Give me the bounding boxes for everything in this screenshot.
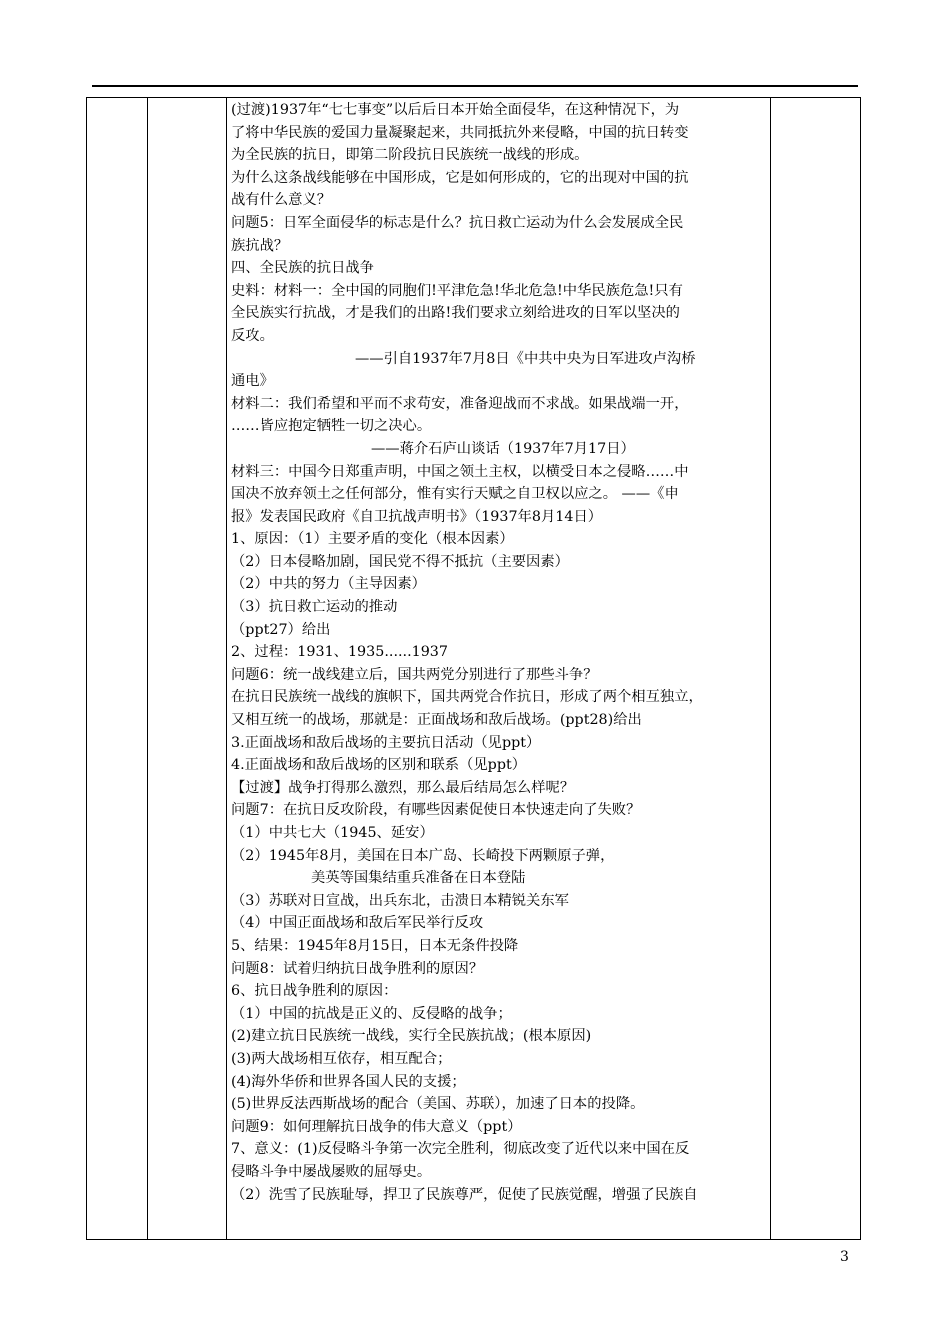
page-number: 3 — [840, 1249, 849, 1265]
lesson-table — [86, 97, 861, 1240]
text-line: (3)两大战场相互依存，相互配合； — [231, 1050, 452, 1067]
text-line: (过渡)1937年“七七事变”以后后日本开始全面侵华，在这种情况下，为 — [231, 102, 680, 118]
text-line: 在抗日民族统一战线的旗帜下，国共两党合作抗日，形成了两个相互独立， — [231, 689, 703, 706]
text-line: （3）抗日救亡运动的推动 — [231, 599, 398, 616]
text-line: （1）中国的抗战是正义的、反侵略的战争； — [231, 1005, 512, 1022]
text-line: 问题5：日军全面侵华的标志是什么？抗日救亡运动为什么会发展成全民 — [231, 214, 684, 231]
text-line: 材料三：中国今日郑重声明，中国之领土主权，以横受日本之侵略……中 — [231, 463, 689, 480]
text-line: 材料二：我们希望和平而不求苟安，准备迎战而不求战。如果战端一开， — [231, 395, 689, 412]
text-line: 3.正面战场和敌后战场的主要抗日活动（见ppt） — [231, 734, 541, 751]
text-line: 5、结果：1945年8月15日，日本无条件投降 — [231, 937, 519, 954]
text-line: 侵略斗争中屡战屡败的屈辱史。 — [231, 1163, 432, 1180]
text-line: 美英等国集结重兵准备在日本登陆 — [311, 870, 526, 887]
text-line: 全民族实行抗战，才是我们的出路!我们要求立刻给进攻的日军以坚决的 — [231, 305, 680, 322]
text-line: （4）中国正面战场和敌后军民举行反攻 — [231, 915, 484, 932]
text-line: 1、原因：（1）主要矛盾的变化（根本因素） — [231, 531, 514, 548]
text-line: （2）洗雪了民族耻辱，捍卫了民族尊严，促使了民族觉醒，增强了民族自 — [231, 1186, 698, 1203]
text-line: (4)海外华侨和世界各国人民的支援； — [231, 1073, 466, 1090]
text-line: （1）中共七大（1945、延安） — [231, 825, 434, 841]
text-line: 报》发表国民政府《自卫抗战声明书》（1937年8月14日） — [231, 508, 603, 525]
text-line: 【过渡】战争打得那么激烈，那么最后结局怎么样呢？ — [231, 779, 575, 796]
column-divider-2 — [226, 98, 227, 1239]
text-line: 为全民族的抗日，即第二阶段抗日民族统一战线的形成。 — [231, 147, 589, 164]
text-line: 问题6：统一战线建立后，国共两党分别进行了那些斗争？ — [231, 666, 598, 683]
text-line: 4.正面战场和敌后战场的区别和联系（见ppt） — [231, 757, 527, 774]
text-line: 国决不放弃领土之任何部分，惟有实行天赋之自卫权以应之。 ——《申 — [231, 486, 679, 503]
citation-line: ——引自1937年7月8日《中共中央为日军进攻卢沟桥 — [355, 350, 696, 367]
text-line: 2、过程：1931、1935......1937 — [231, 644, 449, 661]
text-line: (5)世界反法西斯战场的配合（美国、苏联），加速了日本的投降。 — [231, 1096, 645, 1113]
text-line: （2）1945年8月，美国在日本广岛、长崎投下两颗原子弹， — [231, 847, 615, 864]
text-line: （ppt27）给出 — [231, 621, 331, 638]
text-line: (2)建立抗日民族统一战线，实行全民族抗战；(根本原因) — [231, 1028, 592, 1045]
text-line: 7、意义：(1)反侵略斗争第一次完全胜利，彻底改变了近代以来中国在反 — [231, 1141, 690, 1158]
column-divider-1 — [147, 98, 148, 1239]
text-line: 问题8：试着归纳抗日战争胜利的原因？ — [231, 960, 484, 977]
text-line: 战有什么意义？ — [231, 192, 332, 209]
text-line: 族抗战？ — [231, 237, 289, 254]
text-line: 为什么这条战线能够在中国形成，它是如何形成的，它的出现对中国的抗 — [231, 169, 689, 186]
teaching-content-cell — [231, 99, 767, 1239]
text-line: 又相互统一的战场，那就是：正面战场和敌后战场。(ppt28)给出 — [231, 712, 642, 729]
citation-line: ——蒋介石庐山谈话（1937年7月17日） — [371, 440, 635, 457]
text-line: （2）中共的努力（主导因素） — [231, 576, 426, 593]
text-line: （2）日本侵略加剧，国民党不得不抵抗（主要因素） — [231, 553, 569, 570]
text-line: 问题9：如何理解抗日战争的伟大意义（ppt） — [231, 1118, 522, 1135]
section-heading: 四、全民族的抗日战争 — [231, 260, 374, 277]
text-line: （3）苏联对日宣战，出兵东北，击溃日本精锐关东军 — [231, 892, 569, 909]
text-line: 反攻。 — [231, 327, 274, 344]
column-divider-3 — [770, 98, 771, 1239]
text-line: 了将中华民族的爱国力量凝聚起来，共同抵抗外来侵略，中国的抗日转变 — [231, 124, 689, 141]
text-line: 通电》 — [231, 373, 274, 390]
header-rule — [92, 85, 858, 87]
text-line: ……皆应抱定牺牲一切之决心。 — [231, 418, 432, 435]
text-line: 问题7：在抗日反攻阶段，有哪些因素促使日本快速走向了失败？ — [231, 802, 641, 819]
text-line: 6、抗日战争胜利的原因： — [231, 983, 398, 1000]
text-line: 史料：材料一：全中国的同胞们!平津危急!华北危急!中华民族危急!只有 — [231, 282, 683, 299]
